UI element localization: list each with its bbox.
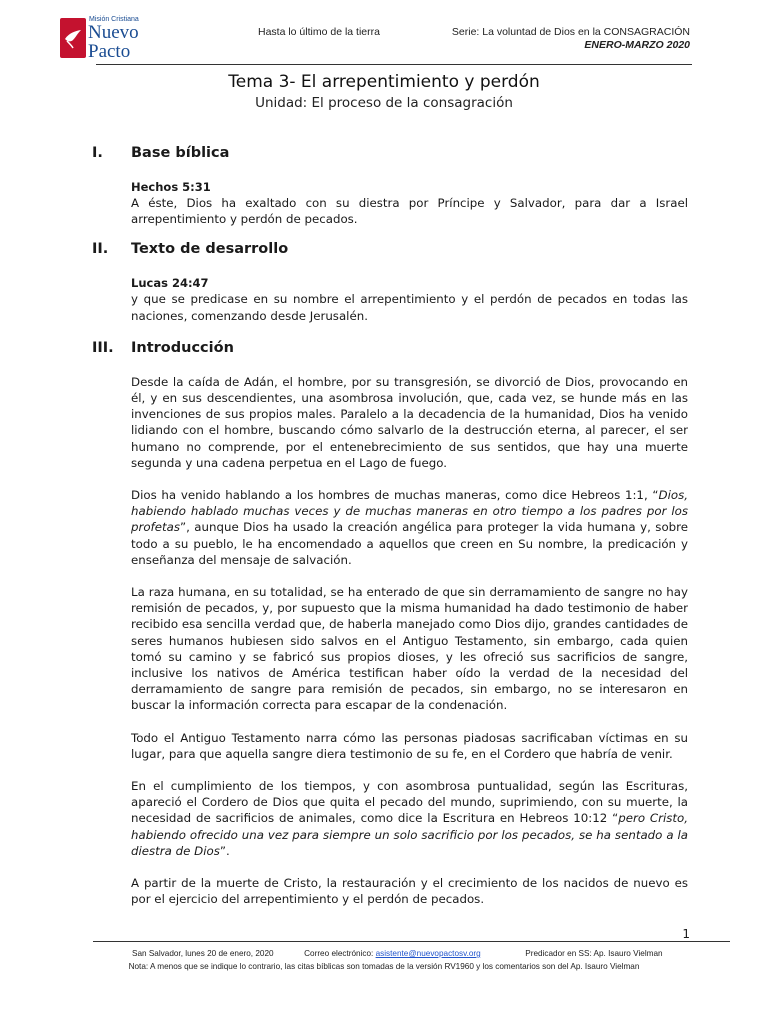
section-number: II. (92, 241, 109, 258)
bible-reference: Hechos 5:31 (131, 180, 211, 194)
paragraph-text: ”, aunque Dios ha usado la creación angélica para proteger la vida humana y, sobre todo a su pueblo, le ha encomendado a aquellos que creen en Su nombre, la predicación y enseñanza del mensaje de salvación. (131, 520, 688, 567)
section-title: Texto de desarrollo (131, 241, 289, 258)
section-heading-base-biblica (92, 145, 688, 167)
paragraph (131, 778, 688, 859)
bible-verse: A éste, Dios ha exaltado con su diestra por Príncipe y Salvador, para dar a Israel arrepentimiento y perdón de pecados. (131, 196, 688, 227)
header-series: Serie: La voluntad de Dios en la CONSAGRACIÓN (451, 26, 690, 38)
section-number: III. (92, 339, 114, 356)
page-subtitle (0, 95, 768, 111)
subtitle-label: Unidad: (255, 95, 308, 111)
bible-reference: Lucas 24:47 (131, 276, 209, 291)
section-title: Base bíblica (131, 145, 230, 161)
header-motto: Hasta lo último de la tierra (258, 26, 380, 38)
document-body (92, 145, 688, 924)
introduction-body (131, 374, 688, 908)
footer-place-date: San Salvador, lunes 20 de enero, 2020 (132, 949, 274, 958)
paragraph: A partir de la muerte de Cristo, la restauración y el crecimiento de los nacidos de nuevo es por el ejercicio del arrepentimiento y el perdón de pecados. (131, 876, 688, 907)
footer-note: Nota: A menos que se indique lo contrario, las citas bíblicas son tomadas de la versión RV1960 y los comentarios son del Ap. Isauro Vielman (128, 962, 640, 971)
paragraph-text: Dios ha venido hablando a los hombres de muchas maneras, como dice Hebreos 1:1, “ (131, 488, 659, 503)
footer-divider (93, 941, 730, 942)
footer-preacher: Predicador en SS: Ap. Isauro Vielman (525, 949, 663, 958)
paragraph (131, 487, 688, 568)
logo-word-2: Pacto (88, 41, 131, 62)
section-body (131, 275, 688, 323)
header-date-range: ENERO-MARZO 2020 (584, 39, 690, 51)
nuevo-pacto-logo (60, 16, 154, 66)
quotation: Dios, habiendo hablado muchas veces y de muchas maneras en otro tiempo a los padres por los profetas (131, 488, 688, 535)
footer-email-link[interactable]: asistente@nuevopactosv.org (375, 949, 481, 958)
page-title: Tema 3- El arrepentimiento y perdón (228, 72, 540, 92)
paragraph-text: En el cumplimiento de los tiempos, y con asombrosa puntualidad, según las Escrituras, apareció el Cordero de Dios que quita el pecado del mundo, suprimiendo, con su muerte, la necesidad de sacrificios de animales, como dice la Escritura en Hebreos 10:12 “ (131, 779, 688, 826)
logo-word-1: Nuevo (88, 22, 139, 43)
paragraph: Desde la caída de Adán, el hombre, por su transgresión, se divorció de Dios, provocando en él, y en sus descendientes, una asombrosa involución, que, cada vez, se hunde más en las invenciones de sus propios males. Paralelo a la decadencia de la humanidad, Dios ha venido lidiando con el hombre, buscando cómo salvarlo de la destrucción eterna, al parecer, el ser humano no comprende, por el entenebrecimiento de sus sentidos, que hay una muerte segunda y una cadena perpetua en el Lago de fuego. (131, 374, 688, 470)
bible-verse: y que se predicase en su nombre el arrepentimiento y el perdón de pecados en todas las naciones, comenzando desde Jerusalén. (131, 292, 688, 323)
section-body (131, 179, 688, 227)
header-divider (96, 64, 692, 65)
footer-info (132, 949, 663, 958)
header-series-block (452, 26, 690, 52)
paragraph-text: ”. (219, 843, 230, 858)
paragraph: Todo el Antiguo Testamento narra cómo las personas piadosas sacrificaban víctimas en su lugar, para que aquella sangre diera testimonio de su fe, en el Cordero que habría de venir. (131, 730, 688, 761)
section-heading-texto-desarrollo (92, 241, 688, 263)
section-title: Introducción (131, 339, 234, 356)
dove-icon (60, 18, 86, 58)
footer-email-label: Correo electrónico: (304, 949, 376, 958)
subtitle-text: El proceso de la consagración (307, 95, 513, 111)
logo-tagline: Misión Cristiana (89, 16, 139, 23)
quotation: pero Cristo, habiendo ofrecido una vez para siempre un solo sacrificio por los pecados, se ha sentado a la diestra de Dios (131, 811, 689, 858)
paragraph: La raza humana, en su totalidad, se ha enterado de que sin derramamiento de sangre no hay remisión de pecados, y, por supuesto que la misma humanidad ha dado testimonio de haber recibido esa sencilla verdad que, de haberla manejado como Dios dijo, grandes cantidades de seres humanos hubiesen sido salvos en el Antiguo Testamento, sin embargo, cada quien tomó su camino y se fabricó sus propios dioses, y les ofreció sus sacrificios de sangre, inclusive los nativos de América testifican haber oído la verdad de la necesidad del derramamiento de sangre para remisión de pecados, sin embargo, no se interesaron en buscar la información correcta para escapar de la condenación. (131, 585, 688, 713)
page-number: 1 (682, 927, 690, 941)
section-number: I. (92, 145, 103, 161)
section-heading-introduccion (92, 340, 688, 362)
